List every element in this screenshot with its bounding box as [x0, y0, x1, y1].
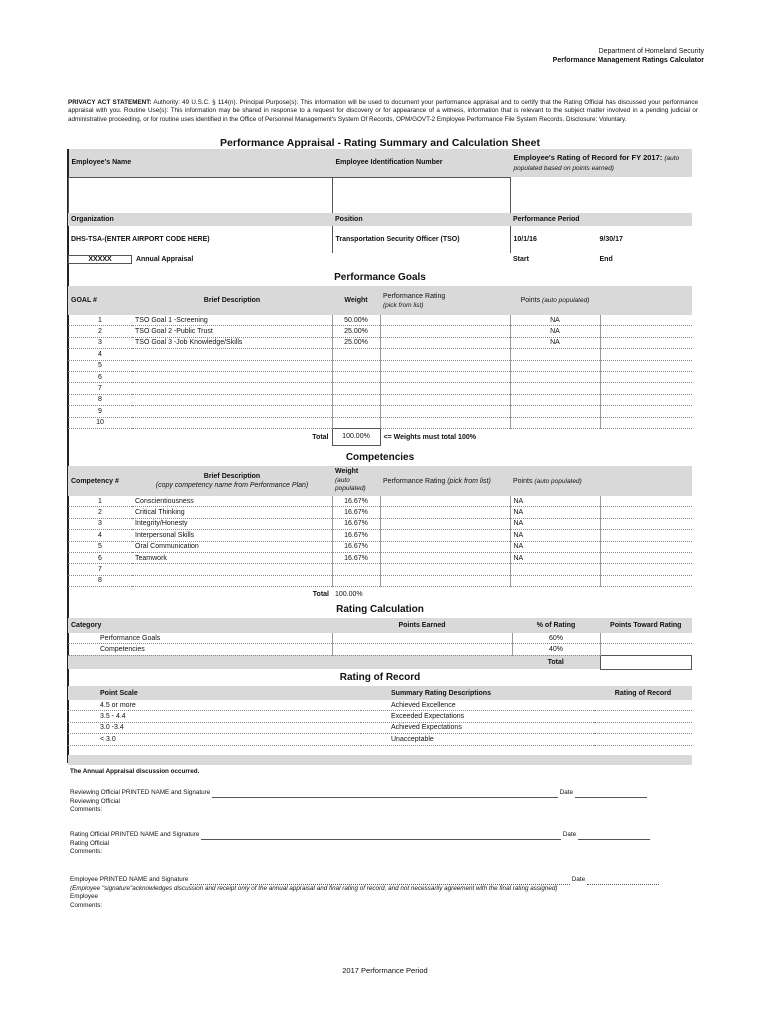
org-label: Organization: [71, 216, 114, 223]
goal-weight[interactable]: [332, 406, 380, 417]
goal-rating-select[interactable]: [380, 417, 510, 428]
calculator-title: Performance Management Ratings Calculator: [552, 57, 704, 64]
competency-row: [68, 541, 692, 552]
reviewing-comments[interactable]: Comments:: [70, 806, 103, 814]
record-footer-bar: [68, 755, 692, 765]
competencies-section-title: Competencies: [345, 452, 415, 463]
goal-number: 2: [68, 326, 132, 337]
appraisal-type: Annual Appraisal: [135, 256, 194, 263]
calc-category: Competencies: [68, 644, 332, 655]
goal-points: [510, 371, 600, 382]
competency-spacer: [600, 518, 692, 529]
goals-table: [68, 286, 692, 446]
competency-points: NA: [510, 541, 600, 552]
record-scale-header: Point Scale: [100, 689, 138, 697]
employee-role: Employee: [70, 893, 99, 901]
goal-spacer: [600, 383, 692, 394]
competency-row: [68, 518, 692, 529]
competency-description[interactable]: Integrity/Honesty: [132, 518, 332, 529]
goal-description[interactable]: [132, 383, 332, 394]
goal-rating-header: [380, 286, 510, 315]
record-rating-cell: [594, 734, 692, 745]
goal-points-header: [510, 286, 600, 315]
employee-date-label: Date: [571, 876, 586, 883]
airport-code[interactable]: XXXXX: [68, 255, 132, 264]
record-rating-cell: [594, 711, 692, 722]
reviewing-date-label: Date: [559, 789, 574, 796]
competency-number: 3: [68, 518, 132, 529]
competency-rating-select[interactable]: [380, 507, 510, 518]
rating-signature-field[interactable]: [201, 832, 561, 840]
calc-percent: 60%: [512, 633, 600, 644]
comp-points-header: [510, 466, 600, 496]
competency-weight: [332, 575, 380, 586]
goal-points-label: Points: [520, 297, 541, 304]
competency-weight: [332, 564, 380, 575]
calc-pct-header: % of Rating: [536, 622, 576, 629]
competency-number: 5: [68, 541, 132, 552]
goal-rating-select[interactable]: [380, 394, 510, 405]
goal-row: [68, 337, 692, 348]
record-point-scale: 4.5 or more: [68, 700, 361, 711]
record-row: [68, 711, 692, 722]
discussion-statement: The Annual Appraisal discussion occurred.: [70, 768, 200, 775]
competency-number: 2: [68, 507, 132, 518]
doc-header: [553, 47, 704, 65]
position-value[interactable]: Transportation Security Officer (TSO): [332, 226, 510, 253]
goal-number: 10: [68, 417, 132, 428]
competency-spacer: [600, 564, 692, 575]
goal-spacer: [600, 315, 692, 326]
calc-row: [68, 644, 692, 655]
record-description: Achieved Excellence: [361, 700, 594, 711]
calc-section-title: Rating Calculation: [336, 604, 424, 615]
goal-number: 7: [68, 383, 132, 394]
calc-points-toward: [600, 644, 692, 655]
competency-points: NA: [510, 496, 600, 507]
competency-number: 8: [68, 575, 132, 586]
competency-points: NA: [510, 518, 600, 529]
employee-name-field[interactable]: [69, 177, 333, 214]
competency-spacer: [600, 530, 692, 541]
goal-row: [68, 315, 692, 326]
goal-weight-header: Weight: [344, 297, 368, 304]
comp-desc-label: Brief Description: [203, 473, 261, 480]
goal-description[interactable]: [132, 349, 332, 360]
calc-row: [68, 633, 692, 644]
comp-rating-header: [380, 466, 510, 496]
goal-points-note: (auto populated): [542, 297, 590, 304]
competency-row: [68, 552, 692, 563]
org-table: [68, 213, 692, 266]
goal-number: 4: [68, 349, 132, 360]
goal-description[interactable]: [132, 394, 332, 405]
period-end[interactable]: 9/30/17: [599, 236, 623, 243]
calc-total-value: [600, 655, 692, 669]
goals-total-note: <= Weights must total 100%: [383, 433, 476, 441]
employee-signature-field[interactable]: [190, 877, 570, 885]
goal-number: 9: [68, 406, 132, 417]
comp-num-header: Competency #: [71, 477, 119, 485]
goal-weight[interactable]: [332, 349, 380, 360]
privacy-label: PRIVACY ACT STATEMENT:: [68, 99, 152, 106]
record-rating-cell: [594, 700, 692, 711]
record-section-title: Rating of Record: [339, 672, 421, 683]
goal-rating-select[interactable]: [380, 315, 510, 326]
privacy-statement: [68, 99, 698, 124]
privacy-text: Authority: 49 U.S.C. § 114(n). Principal Purpose(s): This information will be used to document your performance appraisal and to certify that the Rating Official has discussed your performance appraisal with you. Routine Use(s): This information may be shared in response to a request for discovery or for appearance of a witness, information that is relevant to the subject matter involved in a pending judicial or administrative proceeding, or for routine uses identified in the Office of Personnel Management's System Of Records, OPM/GOVT-2 Employee Performance File System Records. Disclosure: Voluntary.: [68, 99, 698, 123]
goal-spacer: [600, 349, 692, 360]
page-footer: 2017 Performance Period: [342, 966, 428, 975]
competency-number: 6: [68, 552, 132, 563]
goal-points: [510, 383, 600, 394]
reviewing-signature-field[interactable]: [212, 790, 558, 798]
competency-weight: 16.67%: [332, 530, 380, 541]
goal-row: [68, 394, 692, 405]
competency-row: [68, 496, 692, 507]
rating-of-record-header: [511, 149, 692, 177]
reviewing-role: Reviewing Official: [70, 797, 120, 805]
record-row: [68, 700, 692, 711]
comp-total-label: Total: [312, 590, 329, 598]
rating-official-label: Rating Official PRINTED NAME and Signature: [70, 831, 200, 838]
end-label: End: [599, 256, 613, 263]
goal-weight[interactable]: 25.00%: [332, 326, 380, 337]
calc-table: [68, 618, 692, 670]
goal-weight[interactable]: [332, 394, 380, 405]
rating-date-field[interactable]: [578, 832, 650, 840]
employee-comments[interactable]: Comments:: [70, 901, 103, 909]
employee-id-field[interactable]: [333, 177, 511, 214]
goal-weight[interactable]: [332, 360, 380, 371]
record-desc-header: Summary Rating Descriptions: [391, 689, 491, 697]
reviewing-block: [70, 789, 647, 815]
goal-row: [68, 349, 692, 360]
competency-row: [68, 564, 692, 575]
goal-description[interactable]: [132, 417, 332, 428]
goals-total-label: Total: [312, 433, 329, 441]
goal-rating-select[interactable]: [380, 326, 510, 337]
goal-desc-header: Brief Description: [203, 297, 261, 304]
calc-points-earned: [332, 633, 512, 644]
goal-rating-select[interactable]: [380, 360, 510, 371]
competency-spacer: [600, 552, 692, 563]
goal-description[interactable]: [132, 360, 332, 371]
competency-rating-select[interactable]: [380, 496, 510, 507]
comp-total-value: 100.00%: [335, 590, 363, 598]
record-point-scale: < 3.0: [68, 734, 361, 745]
comp-weight-note: (auto populated): [335, 476, 366, 493]
goal-rating-note: (pick from list): [383, 301, 424, 309]
rating-role: Rating Official: [70, 839, 110, 847]
goals-total-value: 100.00%: [332, 428, 380, 445]
competency-rating-select[interactable]: [380, 564, 510, 575]
competency-rating-select[interactable]: [380, 518, 510, 529]
appraisal-cell: [68, 253, 332, 266]
calc-toward-header: Points Toward Rating: [610, 622, 682, 629]
goal-rating-select[interactable]: [380, 349, 510, 360]
employee-table: [68, 149, 692, 215]
goal-points: [510, 349, 600, 360]
goal-spacer: [600, 394, 692, 405]
goal-weight[interactable]: 50.00%: [332, 315, 380, 326]
competency-description[interactable]: Oral Communication: [132, 541, 332, 552]
reviewing-date-field[interactable]: [575, 790, 647, 798]
calc-points-toward: [600, 633, 692, 644]
comp-weight-label: Weight: [335, 468, 359, 476]
competency-row: [68, 575, 692, 586]
competency-row: [68, 507, 692, 518]
reviewing-label: Reviewing Official PRINTED NAME and Signature: [70, 789, 211, 796]
calc-points-earned: [332, 644, 512, 655]
record-table: [68, 686, 692, 765]
competency-spacer: [600, 541, 692, 552]
goal-description[interactable]: [132, 371, 332, 382]
competency-row: [68, 530, 692, 541]
goal-description[interactable]: [132, 406, 332, 417]
comp-desc-note: (copy competency name from Performance Plan): [155, 482, 309, 489]
record-description: Unacceptable: [361, 734, 594, 745]
competency-rating-select[interactable]: [380, 530, 510, 541]
goal-points: NA: [510, 337, 600, 348]
employee-date-field[interactable]: [587, 877, 659, 885]
goal-row: [68, 360, 692, 371]
competency-weight: 16.67%: [332, 496, 380, 507]
employee-name-label: Employee's Name: [71, 159, 132, 167]
competency-weight: 16.67%: [332, 518, 380, 529]
record-rating-cell: [594, 722, 692, 733]
goal-spacer: [600, 360, 692, 371]
page-title: Performance Appraisal - Rating Summary and Calculation Sheet: [220, 137, 540, 149]
goal-rating-select[interactable]: [380, 406, 510, 417]
goal-number: 3: [68, 337, 132, 348]
employee-sig-label: Employee PRINTED NAME and Signature: [70, 876, 189, 883]
goal-number: 1: [68, 315, 132, 326]
comp-desc-header: [132, 466, 332, 496]
comp-rating-label: Performance Rating: [383, 477, 446, 485]
goal-points: [510, 394, 600, 405]
record-row: [68, 722, 692, 733]
comp-weight-header: [332, 466, 380, 496]
goal-weight[interactable]: [332, 383, 380, 394]
comp-points-note: (auto populated): [534, 477, 582, 485]
goal-number: 5: [68, 360, 132, 371]
competencies-table: [68, 466, 692, 602]
goal-points: [510, 360, 600, 371]
goal-points: NA: [510, 326, 600, 337]
goals-section-title: Performance Goals: [334, 272, 426, 283]
record-point-scale: 3.5 - 4.4: [68, 711, 361, 722]
competency-description[interactable]: Interpersonal Skills: [132, 530, 332, 541]
rating-date-label: Date: [562, 831, 577, 838]
agency-name: Department of Homeland Security: [598, 48, 704, 55]
competency-description[interactable]: Conscientiousness: [132, 496, 332, 507]
competency-rating-select[interactable]: [380, 552, 510, 563]
goal-points: [510, 406, 600, 417]
competency-description[interactable]: [132, 564, 332, 575]
competency-number: 4: [68, 530, 132, 541]
record-point-scale: 3.0 -3.4: [68, 722, 361, 733]
goal-points: [510, 417, 600, 428]
record-description: Exceeded Expectations: [361, 711, 594, 722]
period-label: Performance Period: [513, 216, 580, 223]
competency-weight: 16.67%: [332, 507, 380, 518]
rating-label: Employee's Rating of Record for FY 2017:: [513, 153, 663, 162]
competency-rating-select[interactable]: [380, 541, 510, 552]
record-description: Achieved Expectations: [361, 722, 594, 733]
employee-block: [70, 876, 659, 910]
goal-rating-select[interactable]: [380, 371, 510, 382]
goal-description[interactable]: TSO Goal 1 -Screening: [132, 315, 332, 326]
goal-spacer: [600, 406, 692, 417]
goal-spacer: [600, 417, 692, 428]
goal-weight[interactable]: [332, 371, 380, 382]
org-value[interactable]: DHS-TSA-(ENTER AIRPORT CODE HERE): [71, 236, 210, 243]
competency-description[interactable]: Critical Thinking: [132, 507, 332, 518]
goal-description[interactable]: TSO Goal 2 -Public Trust: [132, 326, 332, 337]
goal-rating-select[interactable]: [380, 337, 510, 348]
competency-points: NA: [510, 530, 600, 541]
calc-percent: 40%: [512, 644, 600, 655]
competency-description[interactable]: Teamwork: [132, 552, 332, 563]
goal-row: [68, 417, 692, 428]
competency-spacer: [600, 496, 692, 507]
comp-rating-note: (pick from list): [447, 477, 491, 485]
goal-row: [68, 371, 692, 382]
goal-weight[interactable]: [332, 417, 380, 428]
goal-row: [68, 406, 692, 417]
rating-of-record-value: [511, 177, 692, 214]
competency-weight: 16.67%: [332, 541, 380, 552]
calc-earned-header: Points Earned: [398, 622, 446, 629]
goal-weight[interactable]: 25.00%: [332, 337, 380, 348]
competency-points: [510, 575, 600, 586]
competency-description[interactable]: [132, 575, 332, 586]
start-label: Start: [513, 256, 529, 263]
competency-points: NA: [510, 507, 600, 518]
goal-description[interactable]: TSO Goal 3 -Job Knowledge/Skills: [132, 337, 332, 348]
calc-category-header: Category: [71, 622, 102, 629]
competency-weight: 16.67%: [332, 552, 380, 563]
record-row: [68, 734, 692, 745]
goal-number: 6: [68, 371, 132, 382]
goal-points: NA: [510, 315, 600, 326]
calc-category: Performance Goals: [68, 633, 332, 644]
rating-block: [70, 831, 650, 857]
competency-points: NA: [510, 552, 600, 563]
goal-row: [68, 326, 692, 337]
goal-row: [68, 383, 692, 394]
employee-id-label: Employee Identification Number: [335, 159, 443, 167]
rating-note: (auto populated based on points earned): [513, 155, 680, 172]
competency-points: [510, 564, 600, 575]
competency-spacer: [600, 575, 692, 586]
position-label: Position: [335, 216, 363, 223]
employee-note: (Employee "signature"acknowledges discussion and receipt only of the annual appraisal and final rating of record, and not necessarily agreement with the final rating assigned): [70, 884, 558, 892]
goal-spacer: [600, 371, 692, 382]
record-rating-header: Rating of Record: [614, 689, 672, 697]
competency-number: 7: [68, 564, 132, 575]
comp-points-label: Points: [513, 477, 533, 485]
competency-number: 1: [68, 496, 132, 507]
calc-total-label: Total: [547, 659, 564, 667]
competency-spacer: [600, 507, 692, 518]
competency-rating-select[interactable]: [380, 575, 510, 586]
goal-rating-label: Performance Rating: [383, 292, 446, 300]
goal-spacer: [600, 337, 692, 348]
period-start[interactable]: 10/1/16: [510, 226, 597, 253]
goal-rating-select[interactable]: [380, 383, 510, 394]
goal-spacer: [600, 326, 692, 337]
goal-number: 8: [68, 394, 132, 405]
rating-comments[interactable]: Comments:: [70, 848, 103, 856]
goal-num-header: GOAL #: [71, 297, 97, 304]
